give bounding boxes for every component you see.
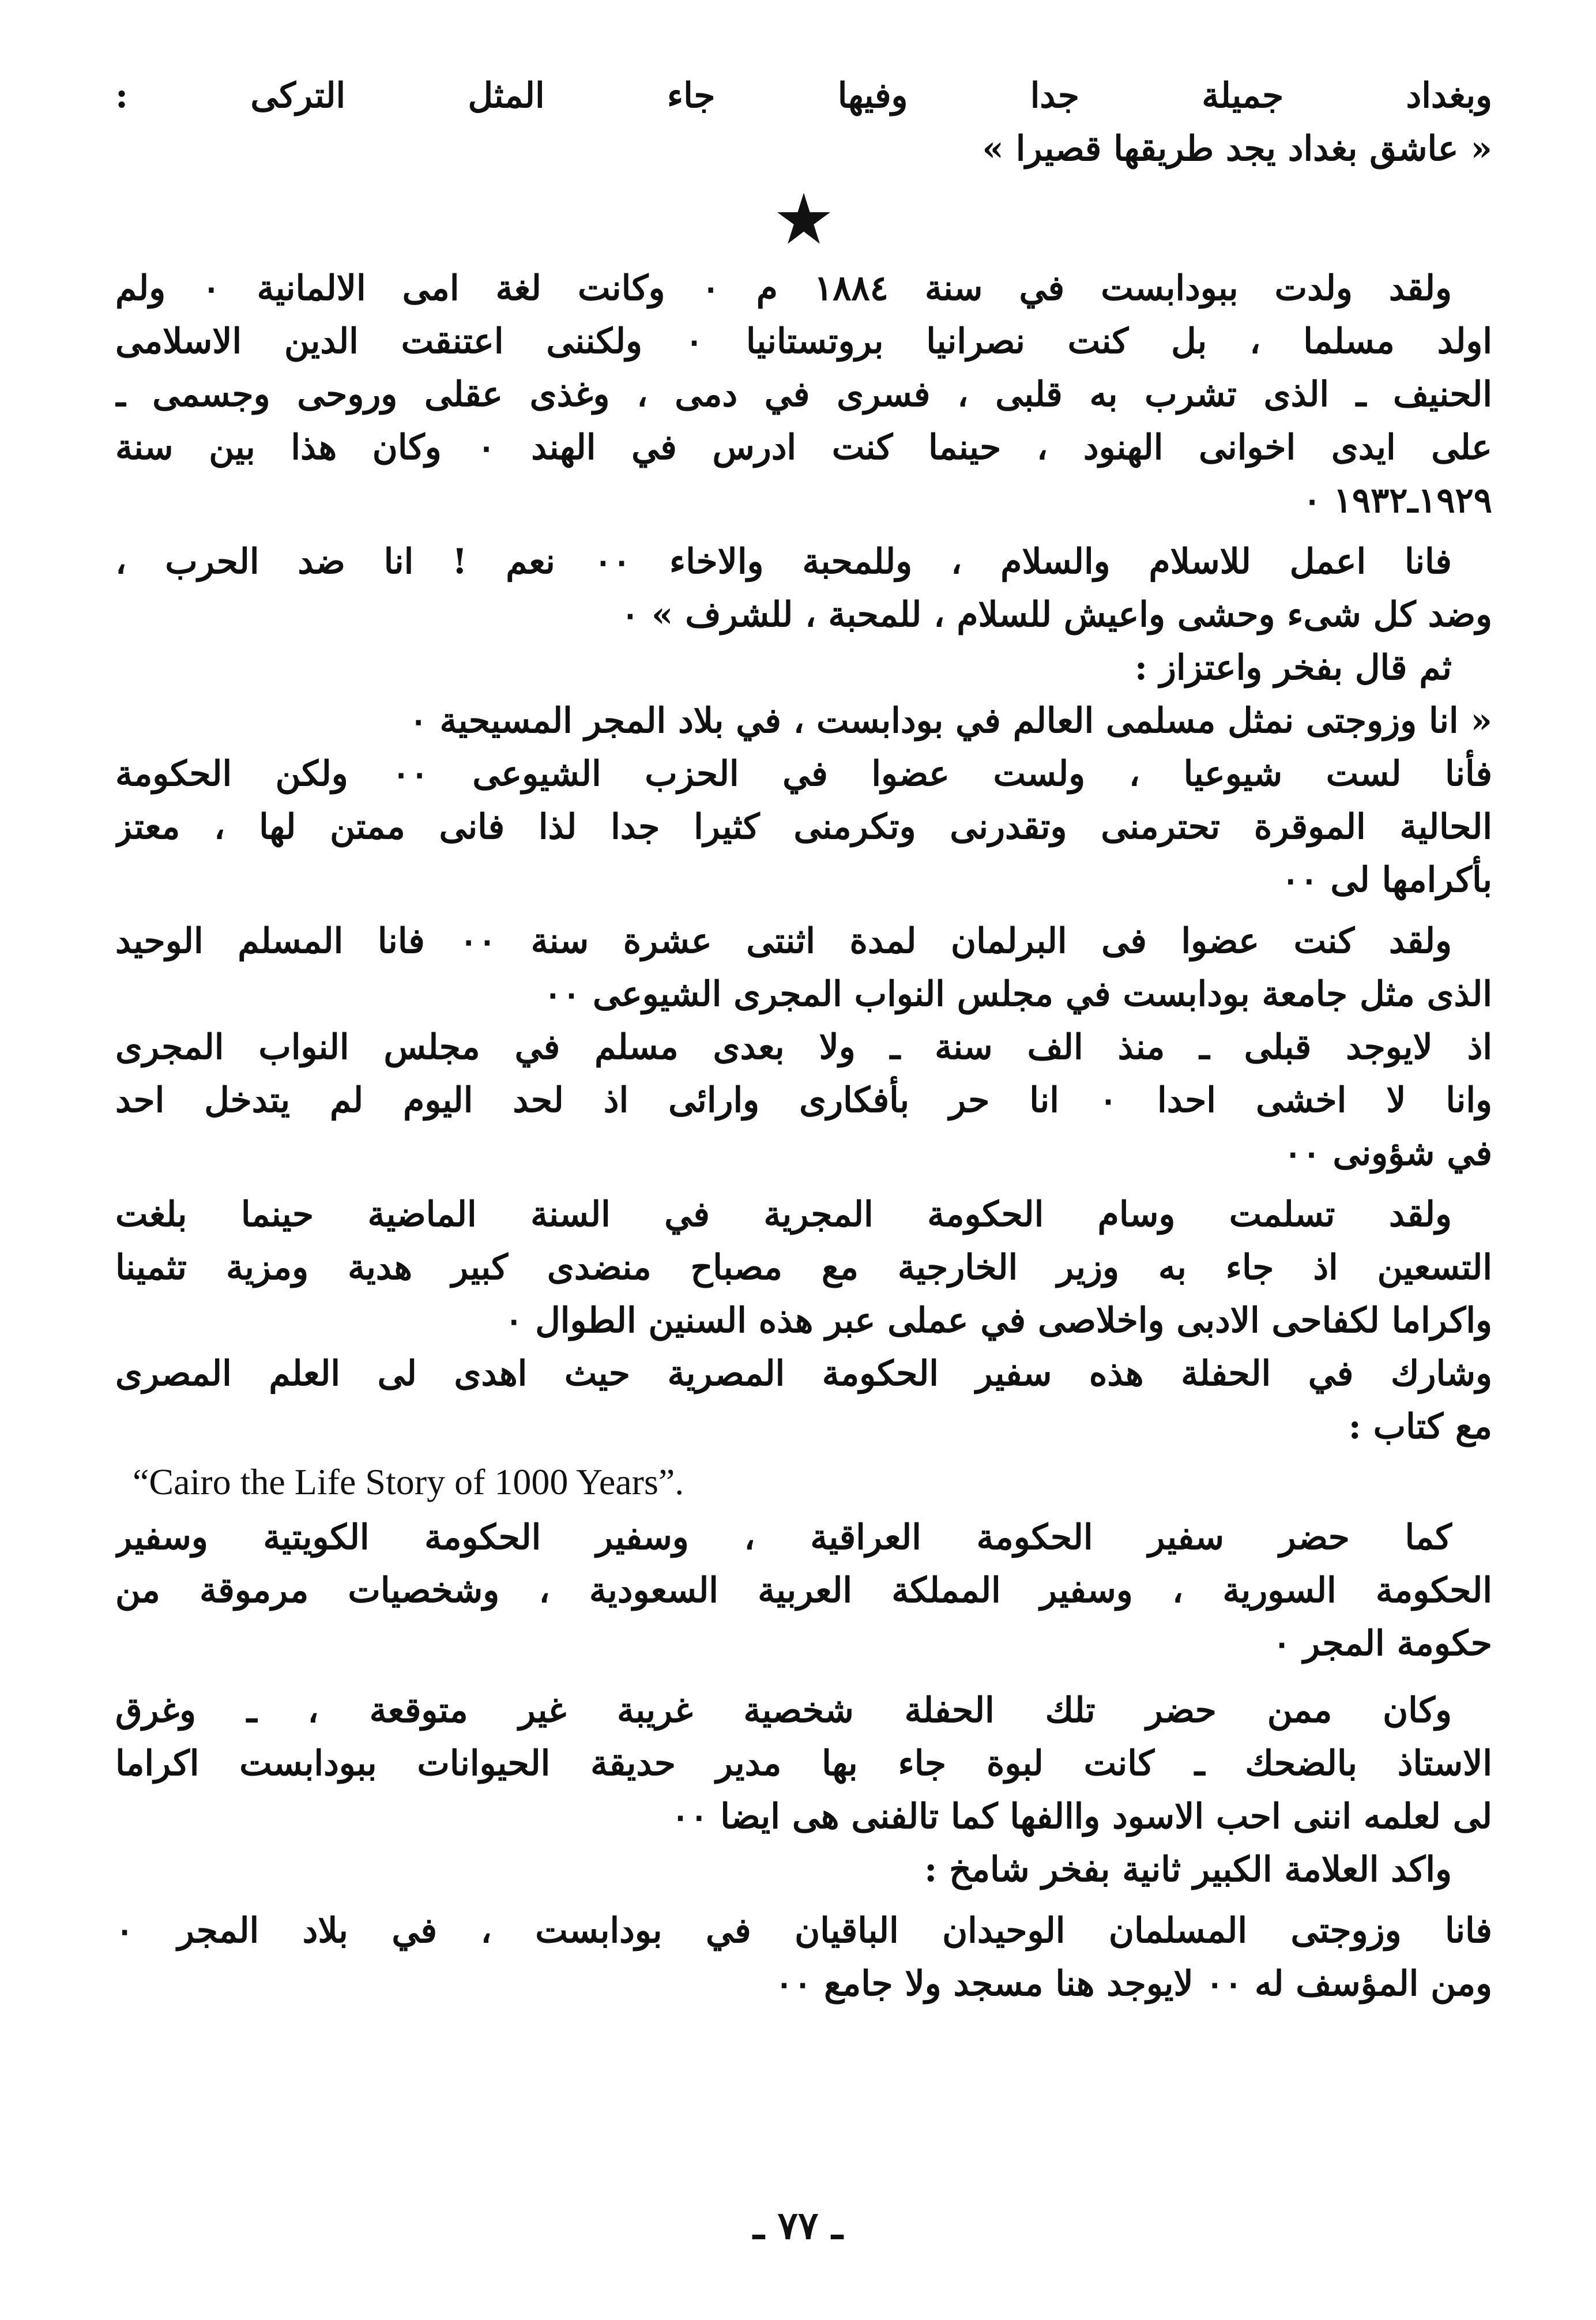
text-line: مع كتاب : bbox=[1348, 1407, 1492, 1447]
book-title-english: “Cairo the Life Story of 1000 Years”. bbox=[133, 1461, 684, 1502]
star-icon bbox=[776, 193, 831, 246]
paragraph-peace bbox=[115, 535, 1492, 641]
text-line: فانا وزوجتى المسلمان الوحيدان الباقيان في بودابست ، في بلاد المجر ٠ bbox=[115, 1911, 1492, 1951]
text-line: واكراما لكفاحى الادبى واخلاصى في عملى عبر هذه السنين الطوال ٠ bbox=[505, 1300, 1492, 1341]
text-line: فانا اعمل للاسلام والسلام ، وللمحبة والاخاء ٠٠ نعم ! انا ضد الحرب ، bbox=[115, 542, 1452, 582]
paragraph-no-mosque bbox=[115, 1904, 1492, 2010]
text-line: « انا وزوجتى نمثل مسلمى العالم في بودابست ، في بلاد المجر المسيحية ٠ bbox=[409, 701, 1492, 741]
text-line: فأنا لست شيوعيا ، ولست عضوا في الحزب الشيوعى ٠٠ ولكن الحكومة bbox=[115, 754, 1492, 794]
text-line: الذى مثل جامعة بودابست في مجلس النواب المجرى الشيوعى ٠٠ bbox=[543, 974, 1492, 1014]
paragraph-affirm bbox=[115, 1843, 1492, 1896]
text-line: الاستاذ بالضحك ـ كانت لبوة جاء بها مدير حديقة الحيوانات ببودابست اكراما bbox=[115, 1743, 1492, 1784]
paragraph-pride bbox=[115, 641, 1492, 694]
text-line: لى لعلمه اننى احب الاسود واالفها كما تالفنى هى ايضا ٠٠ bbox=[671, 1796, 1492, 1837]
text-line: على ايدى اخوانى الهنود ، حينما كنت ادرس في الهند ٠ وكان هذا بين سنة bbox=[115, 427, 1492, 468]
page-number: ـ ٧٧ ـ bbox=[753, 2203, 843, 2248]
text-line: واكد العلامة الكبير ثانية بفخر شامخ : bbox=[924, 1849, 1452, 1890]
page-text bbox=[115, 69, 1492, 2010]
paragraph-attendees bbox=[115, 1511, 1492, 1670]
intro-block bbox=[115, 69, 1492, 175]
text-line: الحكومة السورية ، وسفير المملكة العربية السعودية ، وشخصيات مرموقة من bbox=[115, 1570, 1492, 1611]
text-line: ولقد ولدت ببودابست في سنة ١٨٨٤ م ٠ وكانت لغة امى الالمانية ٠ ولم bbox=[115, 268, 1452, 309]
text-line: وضد كل شىء وحشى واعيش للسلام ، للمحبة ، للشرف » ٠ bbox=[620, 595, 1492, 635]
paragraph-not-communist bbox=[115, 747, 1492, 907]
text-line: اذ لايوجد قبلى ـ منذ الف سنة ـ ولا بعدى مسلم في مجلس النواب المجرى bbox=[115, 1027, 1492, 1067]
text-line: ثم قال بفخر واعتزاز : bbox=[1134, 648, 1452, 688]
paragraph-parliament bbox=[115, 915, 1492, 1021]
section-separator bbox=[115, 175, 1492, 262]
text-line: بأكرامها لى ٠٠ bbox=[1281, 860, 1492, 900]
text-line: ولقد كنت عضوا فى البرلمان لمدة اثنتى عشرة سنة ٠٠ فانا المسلم الوحيد bbox=[115, 921, 1452, 961]
paragraph-birth bbox=[115, 262, 1492, 527]
text-line: في شؤونى ٠٠ bbox=[1283, 1133, 1492, 1174]
text-line: الحالية الموقرة تحترمنى وتقدرنى وتكرمنى كثيرا جدا لذا فانى ممتن لها ، معتز bbox=[115, 807, 1492, 847]
text-line: الحنيف ـ الذى تشرب به قلبى ، فسرى في دمى ، وغذى عقلى وروحى وجسمى ـ bbox=[115, 374, 1492, 415]
text-line: اولد مسلما ، بل كنت نصرانيا بروتستانيا ٠ ولكننى اعتنقت الدين الاسلامى bbox=[115, 321, 1492, 362]
paragraph-lioness bbox=[115, 1684, 1492, 1843]
paragraph-only-muslim bbox=[115, 1021, 1492, 1180]
text-line: وشارك في الحفلة هذه سفير الحكومة المصرية حيث اهدى لى العلم المصرى bbox=[115, 1353, 1492, 1394]
text-line: ومن المؤسف له ٠٠ لايوجد هنا مسجد ولا جامع ٠٠ bbox=[774, 1964, 1492, 2004]
text-line: ١٩٢٩ـ١٩٣٢ ٠ bbox=[1303, 480, 1492, 521]
text-line: وكان ممن حضر تلك الحفلة شخصية غريبة غير متوقعة ، ـ وغرق bbox=[115, 1690, 1452, 1731]
intro-line: وبغداد جميلة جدا وفيها جاء المثل التركى : bbox=[115, 76, 1492, 116]
paragraph-medal bbox=[115, 1188, 1492, 1347]
text-line: حكومة المجر ٠ bbox=[1272, 1623, 1492, 1664]
paragraph-ambassador bbox=[115, 1347, 1492, 1453]
text-line: كما حضر سفير الحكومة العراقية ، وسفير الحكومة الكويتية وسفير bbox=[115, 1517, 1452, 1558]
paragraph-represent bbox=[115, 694, 1492, 747]
text-line: وانا لا اخشى احدا ٠ انا حر بأفكارى وارائى اذ لحد اليوم لم يتدخل احد bbox=[115, 1080, 1492, 1120]
proverb-line: « عاشق بغداد يجد طريقها قصيرا » bbox=[982, 129, 1492, 169]
text-line: ولقد تسلمت وسام الحكومة المجرية في السنة الماضية حينما بلغت bbox=[115, 1194, 1452, 1235]
text-line: التسعين اذ جاء به وزير الخارجية مع مصباح منضدى كبير هدية ومزية تثمينا bbox=[115, 1247, 1492, 1288]
